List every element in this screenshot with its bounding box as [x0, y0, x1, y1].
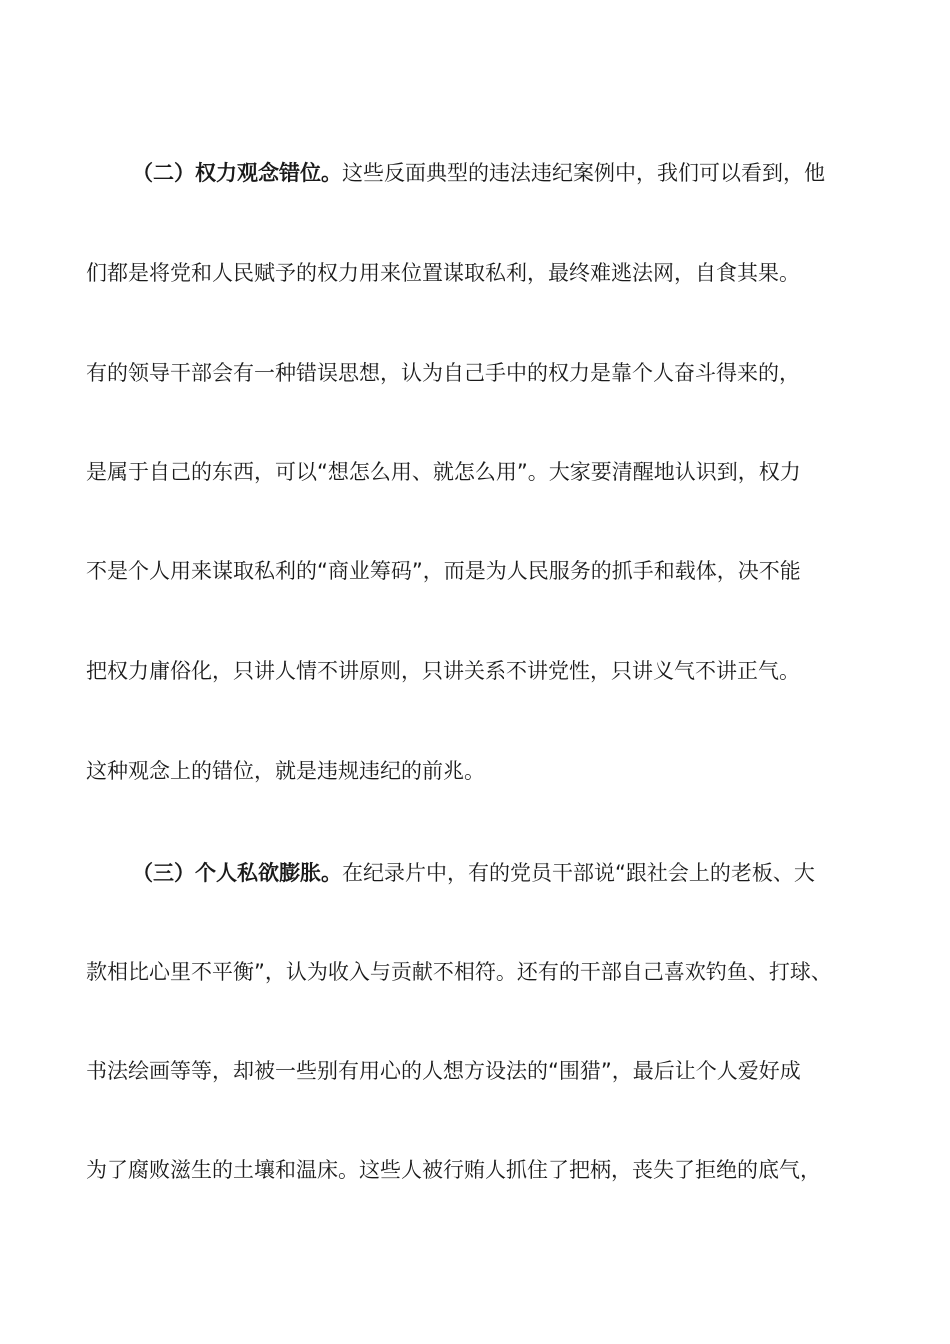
paragraph-line: 把权力庸俗化，只讲人情不讲原则，只讲关系不讲党性，只讲义气不讲正气。	[86, 659, 800, 683]
paragraph-line: 这些反面典型的违法违纪案例中，我们可以看到，他	[342, 161, 825, 185]
section-two-first-line	[132, 156, 825, 190]
paragraph-line: 书法绘画等等，却被一些别有用心的人想方设法的“围猎”，最后让个人爱好成	[86, 1059, 801, 1083]
paragraph-line: 在纪录片中，有的党员干部说“跟社会上的老板、大	[342, 861, 815, 885]
section-three-heading: （三）个人私欲膨胀。	[132, 861, 342, 885]
paragraph-line: 不是个人用来谋取私利的“商业筹码”，而是为人民服务的抓手和载体，决不能	[86, 559, 801, 583]
paragraph-line: 们都是将党和人民赋予的权力用来位置谋取私利，最终难逃法网，自食其果。	[86, 261, 800, 285]
paragraph-line: 款相比心里不平衡”，认为收入与贡献不相符。还有的干部自己喜欢钓鱼、打球、	[86, 960, 832, 984]
section-three-first-line	[132, 856, 815, 890]
paragraph-line: 这种观念上的错位，就是违规违纪的前兆。	[86, 759, 485, 783]
paragraph-line: 是属于自己的东西，可以“想怎么用、就怎么用”。大家要清醒地认识到，权力	[86, 460, 801, 484]
section-two-heading: （二）权力观念错位。	[132, 161, 342, 185]
paragraph-line: 有的领导干部会有一种错误思想，认为自己手中的权力是靠个人奋斗得来的，	[86, 361, 800, 385]
paragraph-line: 为了腐败滋生的土壤和温床。这些人被行贿人抓住了把柄，丧失了拒绝的底气，	[86, 1158, 821, 1182]
